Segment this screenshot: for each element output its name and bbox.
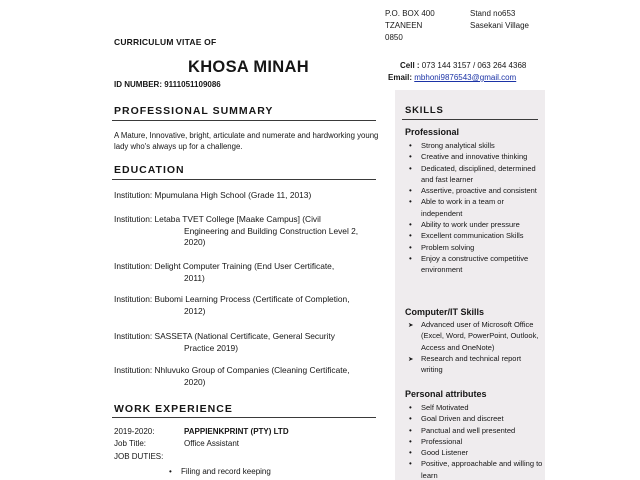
po-box: P.O. BOX 400 [385,9,435,18]
computer-skills-title: Computer/IT Skills [405,307,485,317]
residential-address-block [470,8,529,32]
attribute-item: • Positive, approachable and willing to learn [421,458,543,480]
cell-row [400,60,526,72]
skill-item: • Creative and innovative thinking [421,151,543,162]
email-label: Email: [388,73,413,82]
cell-value: 073 144 3157 / 063 264 4368 [421,61,527,70]
education-entry [114,261,380,284]
work-period-row [114,426,289,437]
computer-skill-item: ➤ Research and technical report writing [421,353,543,376]
education-detail: 2011) [184,272,205,283]
postal-code: 0850 [385,33,403,42]
work-company: PAPPIENKPRINT (PTY) LTD [184,427,289,436]
education-divider [112,179,376,180]
professional-skills-list [421,140,543,276]
job-duty-item: • Filing and record keeping [181,466,271,477]
email-link[interactable]: mbhoni9876543@gmail.com [414,73,517,82]
work-divider [112,417,376,418]
right-margin [545,0,640,480]
id-number: ID NUMBER: 9111051109086 [114,80,221,89]
professional-skills-title: Professional [405,127,460,137]
education-entry [114,294,380,317]
education-institution: Institution: Letaba TVET College [Maake Campus] (Civil [114,214,321,224]
summary-divider [112,120,376,121]
skill-item: • Able to work in a team or independent [421,196,543,219]
summary-text: A Mature, Innovative, bright, articulate and numerate and hardworking young lady who's always up for a challenge. [114,131,379,151]
skills-divider [402,119,538,120]
education-institution: Institution: Bubomi Learning Process (Certificate of Completion, [114,294,350,304]
skill-item: • Dedicated, disciplined, determined and fast learner [421,163,543,186]
job-title-row [114,438,239,449]
village: Sasekani Village [470,21,530,30]
attribute-item: • Professional [421,436,543,447]
education-detail: Practice 2019) [184,342,238,353]
job-title-label: Job Title: [114,439,147,448]
cell-label: Cell : [400,61,420,70]
computer-skills-list [421,319,543,375]
summary-heading: PROFESSIONAL SUMMARY [114,105,274,117]
attribute-item: • Panctual and well presented [421,425,543,436]
town: TZANEEN [385,21,423,30]
education-detail: Engineering and Building Construction Level 2, [184,225,359,236]
skill-item: • Problem solving [421,242,543,253]
education-entry [114,365,380,388]
personal-attributes-list [421,402,543,480]
skill-item: • Excellent communication Skills [421,230,543,241]
skill-item: • Ability to work under pressure [421,219,543,230]
candidate-name: KHOSA MINAH [188,58,309,76]
work-heading: WORK EXPERIENCE [114,403,233,415]
education-institution: Institution: Mpumulana High School (Grade 11, 2013) [114,190,312,200]
personal-attributes-title: Personal attributes [405,389,487,399]
skills-heading: SKILLS [405,105,444,116]
education-entry [114,214,380,249]
address-block [385,8,435,44]
computer-skill-item: ➤ Advanced user of Microsoft Office (Excel, Word, PowerPoint, Outlook, Access and OneNote) [421,319,543,353]
skill-item: • Strong analytical skills [421,140,543,151]
attribute-item: • Good Listener [421,447,543,458]
email-row [388,72,516,84]
education-detail: 2020) [184,237,206,247]
education-institution: Institution: SASSETA (National Certificate, General Security [114,331,335,341]
skill-item: • Assertive, proactive and consistent [421,185,543,196]
education-institution: Institution: Nhluvuko Group of Companies (Cleaning Certificate, [114,365,350,375]
job-duties-label: JOB DUTIES: [114,452,164,461]
education-entry [114,331,380,354]
cv-title: CURRICULUM VITAE OF [114,37,217,47]
stand-number: Stand no653 [470,9,516,18]
attribute-item: • Self Motivated [421,402,543,413]
job-title-value: Office Assistant [184,439,239,448]
education-heading: EDUCATION [114,164,185,176]
left-margin [0,0,62,480]
education-institution: Institution: Delight Computer Training (End User Certificate, [114,261,335,271]
work-period: 2019-2020: [114,427,155,436]
attribute-item: • Goal Driven and discreet [421,413,543,424]
education-entry [114,190,380,202]
education-detail: 2012) [184,305,206,316]
education-detail: 2020) [184,376,206,387]
skill-item: • Enjoy a constructive competitive environment [421,253,543,276]
